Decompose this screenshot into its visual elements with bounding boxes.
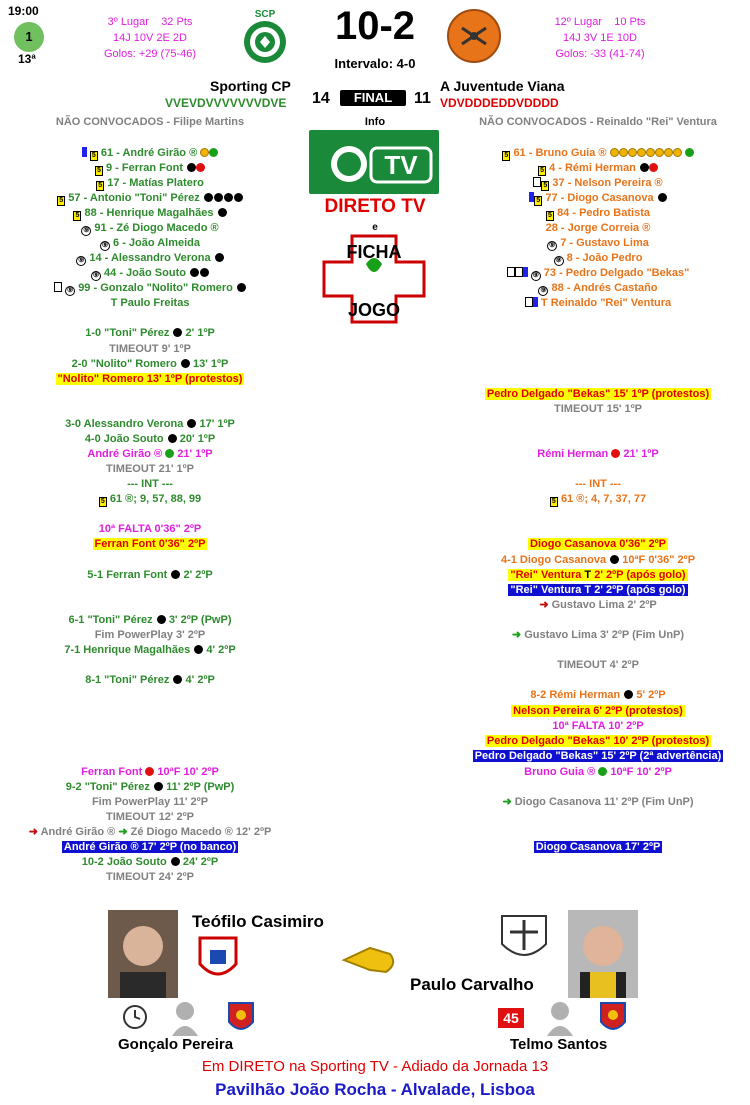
home-roster: [0, 146, 300, 311]
away-player[interactable]: 5 77 - Diogo Casanova: [448, 191, 748, 206]
home-event: Ferran Font 10ªF 10' 2ºP: [81, 766, 219, 778]
away-event: Diogo Casanova 0'36" 2ºP: [530, 538, 666, 550]
footer-venue: Pavilhão João Rocha - Alvalade, Lisboa: [215, 1080, 535, 1099]
away-event: Diogo Casanova 17' 2ºP: [535, 841, 661, 853]
home-event: TIMEOUT 24' 2ºP: [106, 871, 194, 883]
gold-ball-icon: [200, 148, 209, 157]
aux-1-crest: [226, 1000, 256, 1036]
away-player[interactable]: ⑨ 73 - Pedro Delgado "Bekas": [448, 266, 748, 281]
home-pts: 32 Pts: [161, 16, 193, 28]
starter-icon: ⑨: [83, 227, 90, 234]
goal-ball-icon: [187, 419, 196, 428]
yellow-card-icon: 5: [73, 211, 81, 221]
sub-in-icon: ➜: [502, 796, 512, 808]
white-card-icon: [515, 267, 523, 277]
coach-icon: T: [110, 297, 118, 309]
home-goals: Golos: +29 (75-46): [103, 48, 197, 60]
home-event: --- INT ---: [127, 478, 173, 490]
score: 10-2: [334, 4, 416, 48]
away-pts: 10 Pts: [614, 16, 646, 28]
home-player[interactable]: ⑨ 99 - Gonzalo "Nolito" Romero: [0, 281, 300, 296]
and-label: e: [372, 222, 378, 233]
goal-ball-icon: [168, 434, 177, 443]
yellow-card-icon: 5: [95, 166, 103, 176]
round-badge: [14, 22, 44, 52]
referee-2-photo: [568, 910, 638, 998]
home-player[interactable]: ⑨ 14 - Alessandro Verona: [0, 251, 300, 266]
home-event: 8-1 "Toni" Pérez 4' 2ºP: [85, 674, 215, 686]
away-event: Pedro Delgado "Bekas" 15' 1ºP (protestos): [486, 388, 710, 400]
away-event: 8-2 Rémi Herman 5' 2ºP: [530, 689, 666, 701]
goal-ball-icon: [171, 857, 180, 866]
goal-ball-icon: [640, 163, 649, 172]
home-crest-text: SCP: [254, 9, 276, 20]
home-player[interactable]: ⑨ 91 - Zé Diogo Macedo ®: [83, 222, 219, 234]
home-event: 9-2 "Toni" Pérez 11' 2ºP (PwP): [65, 781, 235, 793]
away-event: 10ª FALTA 10' 2ºP: [552, 720, 644, 732]
goal-ball-icon: [215, 253, 224, 262]
footer-broadcast: Em DIRETO na Sporting TV - Adiado da Jornada 13: [201, 1058, 549, 1075]
home-event: 4-0 João Souto 20' 1ºP: [84, 433, 216, 445]
home-event: Fim PowerPlay 3' 2ºP: [94, 629, 206, 641]
home-stats: [70, 14, 230, 62]
white-card-icon: [525, 297, 533, 307]
home-fouls: 14: [312, 90, 330, 107]
yellow-card-icon: 5: [541, 181, 549, 191]
away-event: Rémi Herman 21' 1ºP: [537, 448, 659, 460]
red-ball-icon: [145, 767, 154, 776]
home-player[interactable]: 5 61 - André Girão ®: [0, 146, 300, 161]
round-rank: 13ª: [18, 52, 36, 66]
sub-in-icon: ➜: [511, 629, 522, 641]
red-ball-icon: [649, 163, 658, 172]
referee-1-crest: [196, 934, 240, 984]
starter-icon: ⑨: [532, 272, 539, 279]
blue-card-icon: [82, 147, 87, 157]
round-number: 1: [25, 29, 33, 44]
away-player[interactable]: 5 84 - Pedro Batista: [448, 206, 748, 221]
goal-ball-icon: [171, 570, 180, 579]
away-event: "Rei" Ventura T 2' 2ºP (após golo): [510, 569, 686, 581]
referee-photo: [108, 910, 178, 998]
green-ball-icon: [598, 767, 607, 776]
away-event: TIMEOUT 4' 2ºP: [557, 659, 639, 671]
home-event: "Nolito" Romero 13' 1ºP (protestos): [57, 373, 243, 385]
home-event: TIMEOUT 21' 1ºP: [106, 463, 194, 475]
goal-ball-icon: [194, 645, 203, 654]
away-event: TIMEOUT 15' 1ºP: [554, 403, 642, 415]
home-event: 6-1 "Toni" Pérez 3' 2ºP (PwP): [68, 614, 232, 626]
blue-card-icon: [523, 267, 528, 277]
home-event: 1-0 "Toni" Pérez 2' 1ºP: [85, 327, 215, 339]
starter-icon: ⑨: [549, 242, 556, 249]
yellow-card-icon: 5: [96, 181, 104, 191]
away-player[interactable]: 5 61 - Bruno Guia ®: [448, 146, 748, 161]
home-event: TIMEOUT 9' 1ºP: [109, 343, 191, 355]
home-team-name[interactable]: Sporting CP: [210, 78, 291, 94]
whistle-icon: [340, 940, 400, 980]
home-crest: [240, 6, 290, 66]
home-event: ➜ André Girão ® ➜ Zé Diogo Macedo ® 12' 2ºP: [28, 826, 272, 838]
away-fouls: 11: [414, 90, 431, 107]
svg-text:TV: TV: [384, 150, 418, 180]
home-event: 7-1 Henrique Magalhães 4' 2ºP: [64, 644, 236, 656]
goal-ball-icon: [154, 782, 163, 791]
goal-ball-icon: [200, 268, 209, 277]
jogo-label: JOGO: [347, 300, 400, 320]
goal-ball-icon: [218, 208, 227, 217]
goal-ball-icon: [237, 283, 246, 292]
home-event: Fim PowerPlay 11' 2ºP: [91, 796, 209, 808]
goal-ball-icon: [234, 193, 243, 202]
sub-out-icon: ➜: [28, 826, 38, 838]
starter-icon: ⑨: [66, 287, 74, 294]
sub-in-icon: ➜: [118, 826, 128, 838]
red-ball-icon: [611, 449, 620, 458]
yellow-card-icon: 5: [534, 196, 542, 206]
away-player[interactable]: 28 - Jorge Correia ®: [545, 222, 651, 234]
sporting-tv-logo[interactable]: [309, 130, 439, 194]
green-ball-icon: [685, 148, 694, 157]
away-player[interactable]: ⑨ 7 - Gustavo Lima: [549, 237, 649, 249]
yellow-card-icon: 5: [538, 166, 546, 176]
away-event: 5 61 ®; 4, 7, 37, 77: [448, 492, 748, 507]
referee-2-crest: [496, 910, 552, 966]
starter-icon: ⑨: [92, 272, 100, 279]
goal-ball-icon: [181, 359, 190, 368]
green-ball-icon: [165, 449, 174, 458]
home-event: 3-0 Alessandro Verona 17' 1ºP: [65, 418, 235, 430]
clock-icon: [122, 1004, 148, 1030]
home-coach[interactable]: T Paulo Freitas: [110, 297, 190, 309]
blue-card-icon: [533, 297, 538, 307]
away-event: ➜ Gustavo Lima 3' 2ºP (Fim UnP): [511, 629, 685, 641]
away-team-name[interactable]: A Juventude Viana: [440, 78, 565, 94]
home-player[interactable]: 5 9 - Ferran Font: [0, 161, 300, 176]
yellow-card-icon: 5: [546, 211, 554, 221]
yellow-card-icon: 5: [57, 196, 65, 206]
red-ball-icon: [196, 163, 205, 172]
away-event: ➜ Gustavo Lima 2' 2ºP: [539, 599, 657, 611]
away-event: ➜ Diogo Casanova 11' 2ºP (Fim UnP): [502, 796, 694, 808]
away-stats: [520, 14, 680, 62]
final-label: FINAL: [353, 90, 393, 105]
away-roster: [448, 146, 748, 311]
goal-ball-icon: [224, 193, 233, 202]
home-event: André Girão ® 21' 1ºP: [87, 448, 213, 460]
aux-1-name: Gonçalo Pereira: [118, 1036, 234, 1053]
away-event: Nelson Pereira 6' 2ºP (protestos): [513, 705, 683, 717]
home-event: 10-2 João Souto 24' 2ºP: [81, 856, 219, 868]
goal-ball-icon: [658, 193, 667, 202]
yellow-card-icon: 5: [502, 151, 510, 161]
home-event: Ferran Font 0'36" 2ºP: [94, 538, 206, 550]
starter-icon: ⑨: [101, 242, 109, 249]
away-absent: NÃO CONVOCADOS - Reinaldo "Rei" Ventura: [479, 116, 717, 128]
away-event: Bruno Guia ® 10ªF 10' 2ºP: [524, 766, 672, 778]
home-event: 10ª FALTA 0'36" 2ºP: [98, 523, 202, 535]
home-event: 5-1 Ferran Font 2' 2ºP: [87, 569, 213, 581]
info-label[interactable]: Info: [364, 116, 386, 128]
goal-ball-icon: [173, 328, 182, 337]
away-record: 14J 3V 1E 10D: [563, 32, 637, 44]
away-event: 4-1 Diogo Casanova 10ªF 0'36" 2ºP: [500, 554, 696, 566]
ficha-label: FICHA: [346, 242, 402, 262]
final-badge: [340, 90, 406, 106]
home-event: 5 61 ®; 9, 57, 88, 99: [0, 492, 300, 507]
sub-out-icon: ➜: [539, 599, 549, 611]
starter-icon: ⑨: [540, 287, 547, 294]
away-event: "Rei" Ventura T 2' 2ºP (após golo): [510, 584, 686, 596]
home-player[interactable]: 5 88 - Henrique Magalhães: [0, 206, 300, 221]
goal-ball-icon: [190, 268, 199, 277]
timer-value: 45: [503, 1010, 519, 1026]
aux-2-name: Telmo Santos: [510, 1036, 608, 1053]
white-card-icon: [533, 177, 541, 187]
home-form: VVEVDVVVVVVVDVE: [165, 96, 287, 110]
home-event: André Girão ® 17' 2ºP (no banco): [63, 841, 237, 853]
aux-1-avatar: [170, 1000, 200, 1036]
goal-ball-icon: [624, 690, 633, 699]
yellow-card-icon: 5: [99, 497, 107, 507]
green-ball-icon: [209, 148, 218, 157]
ficha-jogo-logo[interactable]: [322, 234, 426, 324]
away-event: Pedro Delgado "Bekas" 15' 2ºP (2ª advertência): [474, 750, 722, 762]
home-event: TIMEOUT 12' 2ºP: [106, 811, 194, 823]
away-event: Pedro Delgado "Bekas" 10' 2ºP (protestos): [486, 735, 710, 747]
goal-ball-icon: [187, 163, 196, 172]
aux-2-crest: [598, 1000, 628, 1036]
yellow-card-icon: 5: [550, 497, 558, 507]
away-rank: 12º Lugar: [554, 16, 603, 28]
white-card-icon: [507, 267, 515, 277]
goal-ball-icon: [173, 675, 182, 684]
away-player[interactable]: 5 37 - Nelson Pereira ®: [448, 176, 748, 191]
goal-ball-icon: [214, 193, 223, 202]
white-card-icon: [54, 282, 62, 292]
goal-ball-icon: [157, 615, 166, 624]
goal-ball-icon: [610, 555, 619, 564]
coach-icon: T: [540, 297, 548, 309]
starter-icon: ⑨: [555, 257, 562, 264]
halftime-score: Intervalo: 4-0: [334, 56, 416, 71]
aux-2-avatar: [545, 1000, 575, 1036]
home-player[interactable]: ⑨ 6 - João Almeida: [101, 237, 201, 249]
goal-ball-icon: [204, 193, 213, 202]
away-crest: [446, 8, 502, 64]
yellow-card-icon: 5: [90, 151, 98, 161]
referee-1-name: Teófilo Casimiro: [192, 912, 324, 931]
referee-2-name: Paulo Carvalho: [410, 975, 534, 994]
away-event: --- INT ---: [575, 478, 621, 490]
home-absent: NÃO CONVOCADOS - Filipe Martins: [55, 116, 245, 128]
home-event: 2-0 "Nolito" Romero 13' 1ºP: [71, 358, 229, 370]
away-coach[interactable]: T Reinaldo "Rei" Ventura: [448, 296, 748, 311]
away-goals: Golos: -33 (41-74): [555, 48, 645, 60]
match-time: 19:00: [8, 4, 39, 18]
home-player[interactable]: 5 17 - Matías Platero: [0, 176, 300, 191]
away-player[interactable]: ⑨ 88 - Andrés Castaño: [540, 282, 658, 294]
home-player[interactable]: 5 57 - Antonio "Toni" Pérez: [0, 191, 300, 206]
timer-badge: [498, 1008, 524, 1028]
direto-tv-label[interactable]: DIRETO TV: [324, 196, 426, 217]
away-player[interactable]: ⑨ 8 - João Pedro: [555, 252, 643, 264]
away-form: VDVDDDEDDVDDDD: [440, 96, 559, 110]
home-rank: 3º Lugar: [107, 16, 149, 28]
home-player[interactable]: ⑨ 44 - João Souto: [0, 266, 300, 281]
starter-icon: ⑨: [78, 257, 85, 264]
home-record: 14J 10V 2E 2D: [113, 32, 187, 44]
away-player[interactable]: 5 4 - Rémi Herman: [448, 161, 748, 176]
